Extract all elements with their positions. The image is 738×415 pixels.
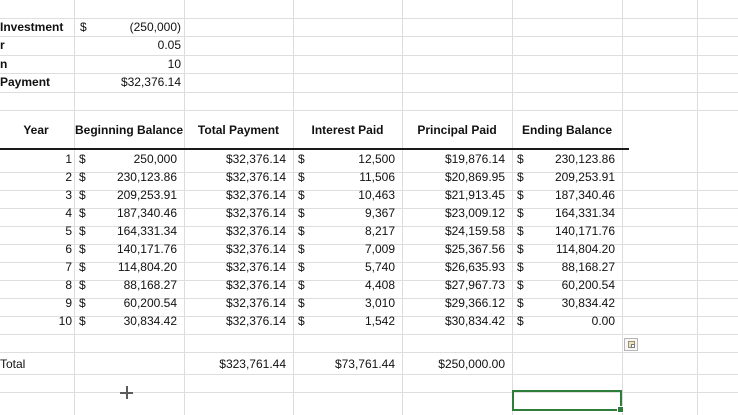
total-label: Total [0,357,26,371]
interest-currency-cell: $ [298,188,305,202]
ending-currency-cell: $ [517,152,524,166]
interest-paid-cell[interactable]: 10,463 [358,188,395,202]
total-payment-cell[interactable]: $32,376.14 [225,170,286,184]
beginning-balance-cell[interactable]: 230,123.86 [116,170,177,184]
active-cell-selection[interactable] [512,390,622,411]
beginning-currency-cell: $ [79,188,86,202]
interest-currency-cell: $ [298,224,305,238]
interest-paid-cell[interactable]: 11,506 [359,170,395,184]
interest-currency-cell: $ [298,296,305,310]
year-cell[interactable]: 8 [65,278,72,292]
interest-paid-cell[interactable]: 12,500 [358,152,395,166]
total-payment-cell[interactable]: $32,376.14 [225,314,286,328]
header-bottom-border [0,148,629,150]
ending-currency-cell: $ [517,206,524,220]
total-payment-cell[interactable]: $32,376.14 [225,242,286,256]
n-value[interactable]: 10 [167,57,181,71]
ending-balance-cell[interactable]: 164,331.34 [554,206,615,220]
beginning-balance-cell[interactable]: 88,168.27 [123,278,177,292]
total-payment-cell[interactable]: $32,376.14 [225,296,286,310]
payment-label: Payment [0,75,51,89]
year-cell[interactable]: 9 [65,296,72,310]
ending-balance-cell[interactable]: 209,253.91 [554,170,615,184]
beginning-balance-cell[interactable]: 30,834.42 [123,314,177,328]
interest-paid-cell[interactable]: 3,010 [364,296,395,310]
ending-balance-cell[interactable]: 140,171.76 [554,224,615,238]
year-cell[interactable]: 1 [65,152,72,166]
total-payment-cell[interactable]: $32,376.14 [225,188,286,202]
header-beginning-balance: Beginning Balance [74,123,184,137]
investment-currency: $ [80,20,87,34]
year-cell[interactable]: 7 [65,260,72,274]
interest-paid-cell[interactable]: 4,408 [364,278,395,292]
beginning-currency-cell: $ [79,206,86,220]
ending-balance-cell[interactable]: 114,804.20 [555,242,615,256]
year-cell[interactable]: 2 [65,170,72,184]
n-label: n [0,57,8,71]
year-cell[interactable]: 4 [65,206,72,220]
interest-paid-cell[interactable]: 1,542 [364,314,395,328]
principal-paid-cell[interactable]: $25,367.56 [444,242,505,256]
interest-currency-cell: $ [298,314,305,328]
row-divider [0,73,738,74]
principal-paid-cell[interactable]: $24,159.58 [444,224,505,238]
interest-paid-cell[interactable]: 8,217 [364,224,395,238]
row-divider [0,92,738,93]
interest-paid-cell[interactable]: 9,367 [364,206,395,220]
principal-paid-cell[interactable]: $27,967.73 [444,278,505,292]
principal-paid-cell[interactable]: $30,834.42 [444,314,505,328]
ending-currency-cell: $ [517,314,524,328]
ending-balance-cell[interactable]: 60,200.54 [561,278,615,292]
beginning-currency-cell: $ [79,278,86,292]
interest-paid-cell[interactable]: 5,740 [364,260,395,274]
principal-paid-cell[interactable]: $19,876.14 [444,152,505,166]
payment-value[interactable]: $32,376.14 [120,75,181,89]
interest-currency-cell: $ [298,278,305,292]
row-divider [0,374,738,375]
ending-balance-cell[interactable]: 30,834.42 [561,296,615,310]
beginning-currency-cell: $ [79,170,86,184]
principal-paid-total[interactable]: $250,000.00 [438,357,505,371]
total-payment-cell[interactable]: $32,376.14 [225,206,286,220]
beginning-balance-cell[interactable]: 60,200.54 [123,296,177,310]
total-payment-cell[interactable]: $32,376.14 [225,152,286,166]
total-payment-total[interactable]: $323,761.44 [219,357,286,371]
total-payment-cell[interactable]: $32,376.14 [225,260,286,274]
beginning-currency-cell: $ [79,260,86,274]
header-total-payment: Total Payment [197,123,280,137]
beginning-balance-cell[interactable]: 250,000 [133,152,177,166]
ending-balance-cell[interactable]: 88,168.27 [561,260,615,274]
row-divider [0,392,738,393]
principal-paid-cell[interactable]: $26,635.93 [444,260,505,274]
year-cell[interactable]: 6 [65,242,72,256]
investment-label: Investment [0,20,64,34]
year-cell[interactable]: 5 [65,224,72,238]
ending-currency-cell: $ [517,296,524,310]
ending-currency-cell: $ [517,278,524,292]
row-divider [0,334,738,335]
investment-value[interactable]: (250,000) [129,20,181,34]
header-principal-paid: Principal Paid [417,123,497,137]
interest-currency-cell: $ [298,152,305,166]
beginning-balance-cell[interactable]: 114,804.20 [117,260,177,274]
principal-paid-cell[interactable]: $29,366.12 [444,296,505,310]
year-cell[interactable]: 10 [58,314,72,328]
beginning-balance-cell[interactable]: 187,340.46 [116,206,177,220]
beginning-currency-cell: $ [79,242,86,256]
principal-paid-cell[interactable]: $23,009.12 [444,206,505,220]
row-divider [0,352,738,353]
row-divider [0,18,738,19]
interest-currency-cell: $ [298,206,305,220]
ending-currency-cell: $ [517,188,524,202]
principal-paid-cell[interactable]: $20,869.95 [444,170,505,184]
ending-currency-cell: $ [517,170,524,184]
interest-currency-cell: $ [298,260,305,274]
ending-currency-cell: $ [517,224,524,238]
beginning-balance-cell[interactable]: 164,331.34 [116,224,177,238]
plus-cursor-icon [120,386,133,399]
rate-value[interactable]: 0.05 [157,38,181,52]
ending-balance-cell[interactable]: 0.00 [591,314,615,328]
paste-options-icon[interactable] [624,338,638,351]
beginning-currency-cell: $ [79,152,86,166]
year-cell[interactable]: 3 [65,188,72,202]
interest-currency-cell: $ [298,170,305,184]
interest-paid-total[interactable]: $73,761.44 [334,357,395,371]
total-payment-cell[interactable]: $32,376.14 [225,278,286,292]
ending-currency-cell: $ [517,242,524,256]
row-divider [0,55,738,56]
beginning-balance-cell[interactable]: 209,253.91 [116,188,177,202]
rate-label: r [0,38,5,52]
interest-paid-cell[interactable]: 7,009 [364,242,395,256]
header-interest-paid: Interest Paid [311,123,384,137]
header-ending-balance: Ending Balance [521,123,613,137]
header-year: Year [23,123,49,137]
ending-balance-cell[interactable]: 230,123.86 [554,152,615,166]
ending-balance-cell[interactable]: 187,340.46 [554,188,615,202]
row-divider [0,110,738,111]
total-payment-cell[interactable]: $32,376.14 [225,224,286,238]
interest-currency-cell: $ [298,242,305,256]
row-divider [0,36,738,37]
ending-currency-cell: $ [517,260,524,274]
principal-paid-cell[interactable]: $21,913.45 [444,188,505,202]
beginning-currency-cell: $ [79,296,86,310]
beginning-currency-cell: $ [79,224,86,238]
beginning-balance-cell[interactable]: 140,171.76 [116,242,177,256]
beginning-currency-cell: $ [79,314,86,328]
